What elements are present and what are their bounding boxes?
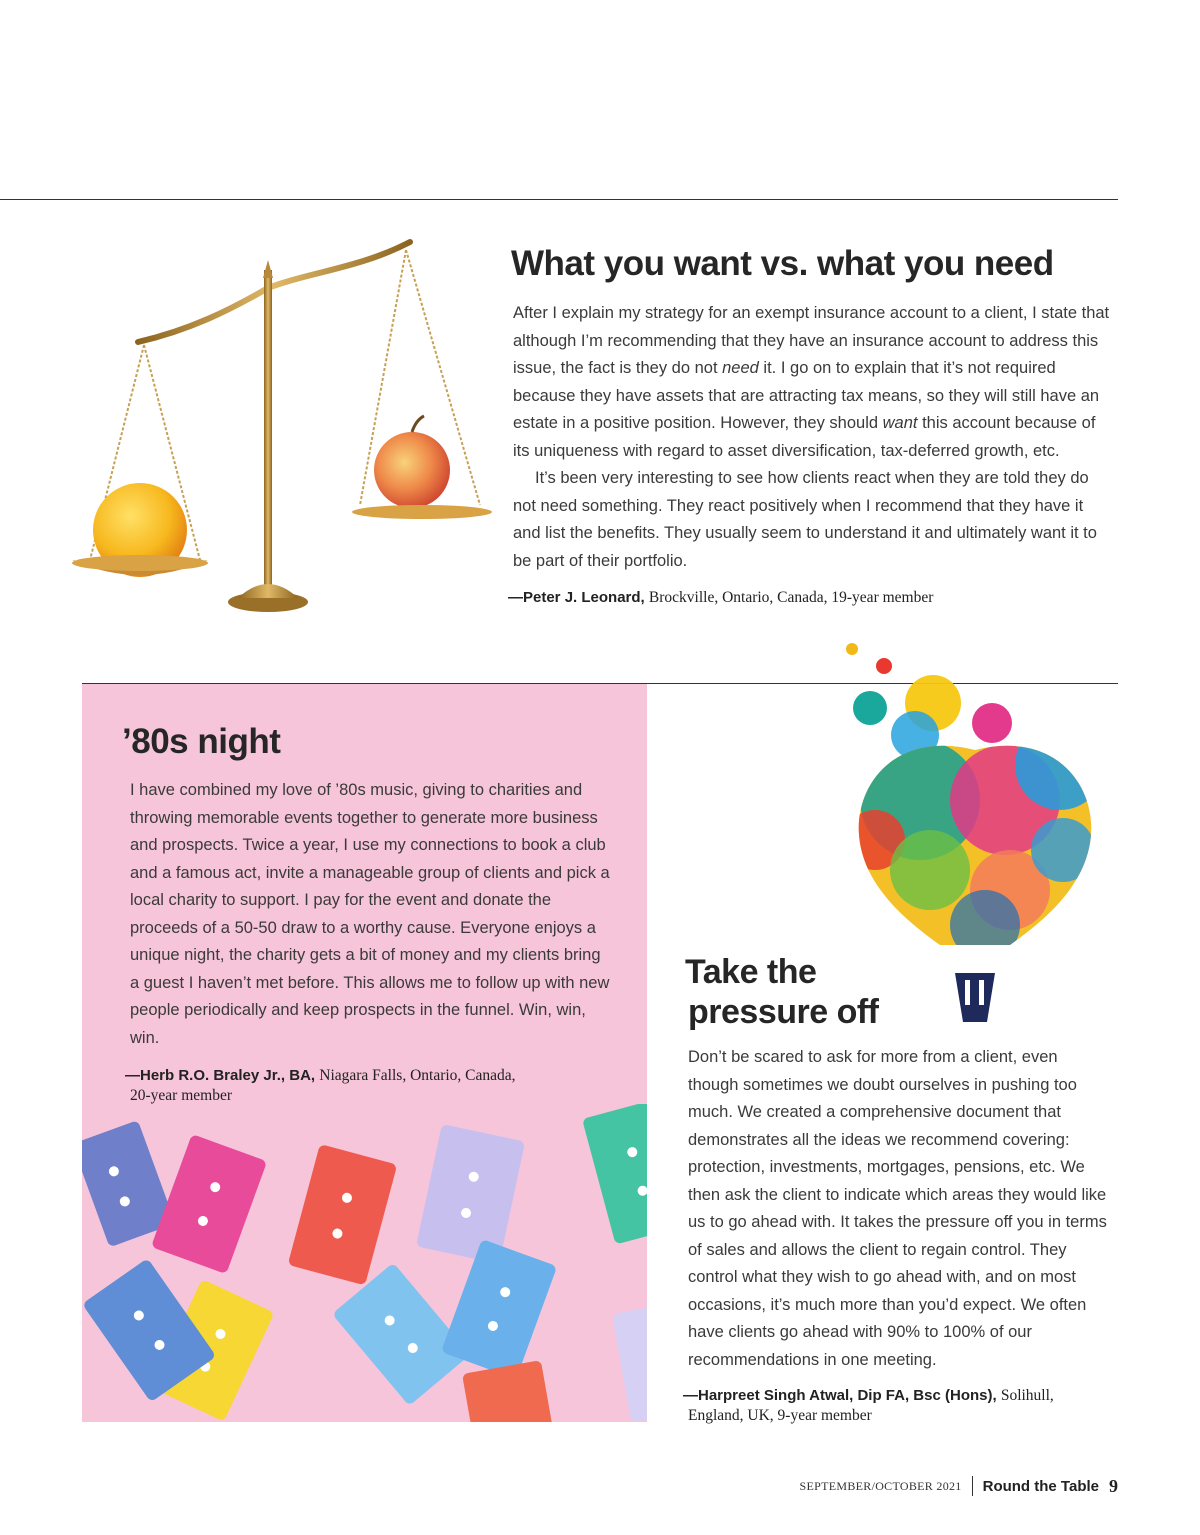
page-footer: [800, 1476, 1118, 1496]
footer-separator: [972, 1476, 973, 1496]
cassette-icon: [288, 1144, 398, 1285]
balance-scale-illustration: [60, 230, 510, 630]
author-membership: 20-year member: [130, 1087, 232, 1104]
magazine-title: Round the Table: [982, 1477, 1099, 1495]
paragraph: It’s been very interesting to see how clients react when they are told they do not need something. They react positively when I recommend that they have it and list the benefits. They usually seem to understand it and ultimately want it to be part of their portfolio.: [513, 469, 1097, 570]
author-name: —Herb R.O. Braley Jr., BA,: [125, 1067, 316, 1084]
cassette-icon: [416, 1124, 525, 1264]
paragraph: Don’t be scared to ask for more from a client, even though sometimes we doubt ourselves in pushing too much. We created a comprehensive document that demonstrates all the ideas we recommend covering: protection, investments, mortgages, pensions, etc. We then ask the client to indicate which areas they would like us to go ahead with. It takes the pressure off you in terms of sales and allows the client to regain control. They control what they wish to go ahead with, and on most occasions, it’s much more than you’d expect. We often have clients go ahead with 90% to 100% of our recommendations in one meeting.: [688, 1048, 1107, 1369]
article-body-want-vs-need: [513, 300, 1113, 575]
author-name: —Harpreet Singh Atwal, Dip FA, Bsc (Hons),: [683, 1387, 997, 1404]
author-membership: England, UK, 9-year member: [688, 1407, 872, 1424]
section-title-80s-night: ’80s night: [122, 722, 281, 761]
author-location: Solihull,: [1000, 1387, 1054, 1404]
author-location: Niagara Falls, Ontario, Canada,: [319, 1067, 516, 1084]
page-number: 9: [1109, 1475, 1118, 1496]
paragraph: I have combined my love of ’80s music, giving to charities and throwing memorable events together to generate more business and prospects. Twice a year, I use my connections to book a club and a famous act, invite a manageable group of clients and pick a local charity to support. I pay for the event and donate the proceeds of a 50-50 draw to a worthy cause. Everyone enjoys a unique night, the charity gets a bit of money and my clients bring a guest I haven’t met before. This allows me to follow up with new people periodically and keep prospects in the funnel. Win, win, win.: [130, 781, 610, 1047]
emphasis: need: [722, 359, 759, 377]
cassette-icon: [582, 1104, 647, 1245]
author-location: Brockville, Ontario, Canada, 19-year member: [648, 589, 934, 606]
text-run: this account because of its uniqueness with regard to asset diversification, tax-deferred growth, etc.: [513, 414, 1096, 460]
cassette-tapes-illustration: [82, 1104, 647, 1422]
article-body-pressure-off: [688, 1044, 1108, 1374]
section-title-pressure-off: [685, 952, 879, 1032]
title-line: Take the: [685, 953, 817, 991]
text-run: it. I go on to explain that it’s not required because they have assets that are attracting tax means, so they will still have an estate in a positive position. However, they should: [513, 359, 1100, 432]
issue-date: SEPTEMBER/OCTOBER 2021: [799, 1478, 962, 1493]
text-run: After I explain my strategy for an exempt insurance account to a client, I state that although I’m recommending that they have an insurance account to address this issue, the fact is they do not: [513, 304, 1110, 377]
author-name: —Peter J. Leonard,: [508, 589, 645, 606]
emphasis: want: [882, 414, 918, 432]
byline-harpreet-atwal: [683, 1386, 1123, 1426]
title-line: pressure off: [688, 993, 879, 1031]
cassette-icon: [151, 1134, 267, 1274]
paragraph: [513, 300, 1113, 465]
cassette-icon: [441, 1239, 557, 1379]
section-title-want-vs-need: What you want vs. what you need: [511, 244, 1054, 283]
article-body-80s-night: [130, 777, 610, 1052]
cassette-icon: [462, 1360, 555, 1422]
byline-peter-leonard: [508, 588, 1128, 608]
top-divider: [0, 199, 1118, 200]
byline-herb-braley: [125, 1066, 595, 1106]
cassette-icon: [612, 1304, 647, 1422]
